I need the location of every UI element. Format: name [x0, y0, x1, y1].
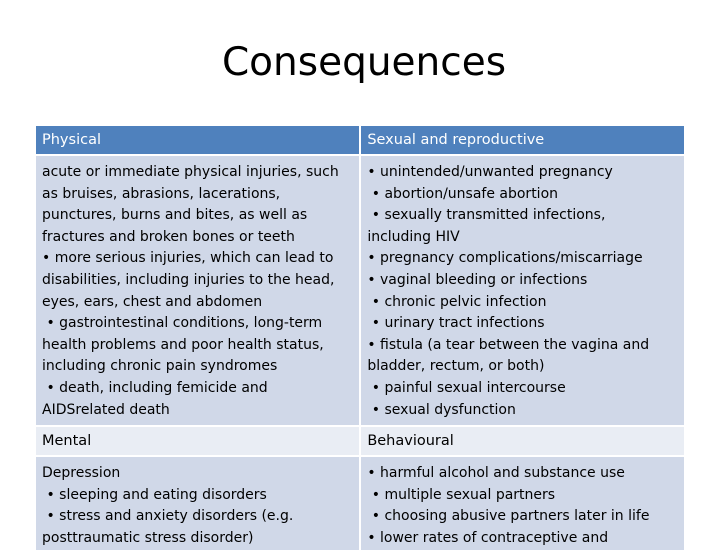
mental-consequences-text: Depression • sleeping and eating disorders • stress and anxiety disorders (e.g. posttraumatic stress disorder): [42, 465, 294, 546]
behavioural-consequences-text: • harmful alcohol and substance use • multiple sexual partners • choosing abusive partners later in life • lower rates of contraceptive and: [367, 465, 650, 546]
physical-consequences-text: acute or immediate physical injuries, such as bruises, abrasions, lacerations, punctures, burns and bites, as well as fractures and broken bones or teeth • more serious injuries, which can lead to disabilities, including injuries to the head, eyes, ears, chest and abdomen • gastrointestinal conditions, long-term health problems and poor health status, including chronic pain syndromes • death, including femicide and AIDSrelated death: [42, 164, 339, 418]
slide-title: Consequences: [221, 40, 507, 85]
table-subheader-row: [36, 427, 684, 457]
consequences-table: [36, 126, 684, 552]
table-row: [36, 156, 684, 427]
subheader-mental: Mental: [36, 427, 361, 457]
table-row: [36, 457, 684, 551]
subheader-behavioural: Behavioural: [361, 427, 684, 457]
header-sexual-reproductive: Sexual and reproductive: [361, 126, 684, 156]
sexual-reproductive-consequences-text: • unintended/unwanted pregnancy • abortion/unsafe abortion • sexually transmitted infections, including HIV • pregnancy complications/miscarriage • vaginal bleeding or infections • chronic pelvic infection • urinary tract infections • fistula (a tear between the vagina and bladder, rectum, or both) • painful sexual intercourse • sexual dysfunction: [367, 164, 650, 418]
table-header-row: [36, 126, 684, 156]
behavioural-consequences-cell: [361, 457, 684, 551]
physical-consequences-cell: [36, 156, 361, 427]
sexual-reproductive-consequences-cell: [361, 156, 684, 427]
header-physical: Physical: [36, 126, 361, 156]
mental-consequences-cell: [36, 457, 361, 551]
